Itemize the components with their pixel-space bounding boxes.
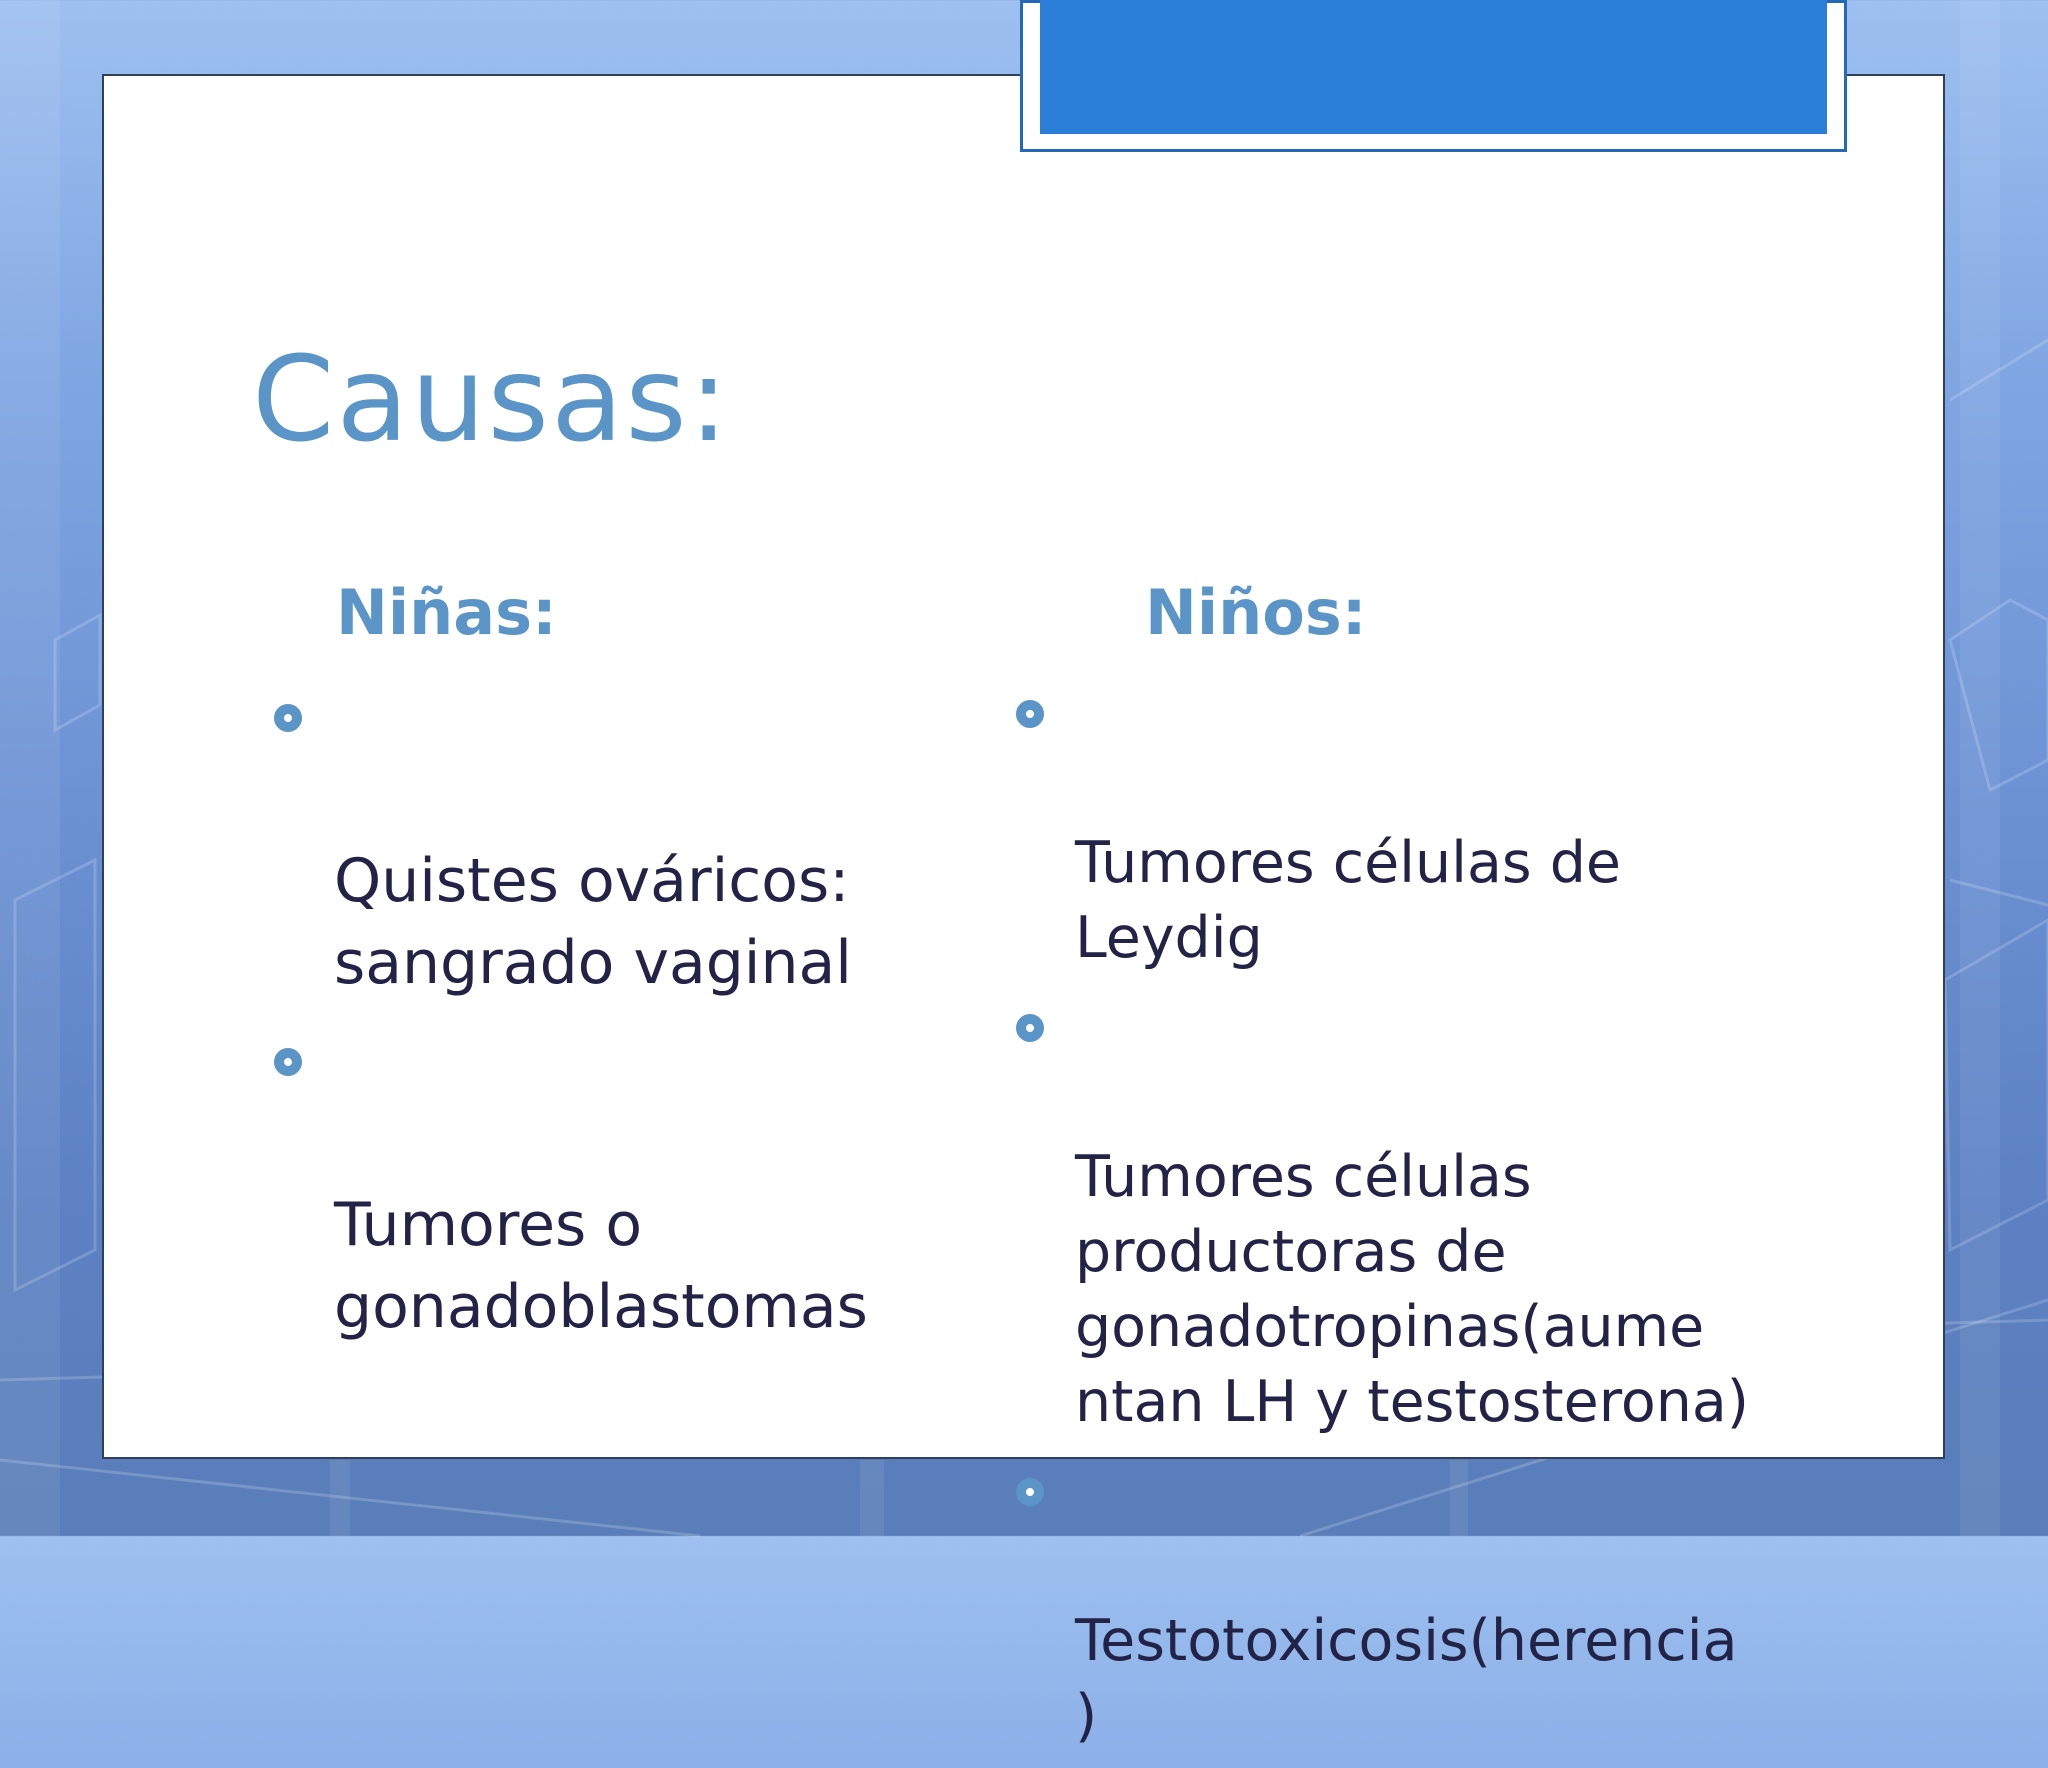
heading-ninos: Niños:: [1145, 576, 1367, 649]
list-item-text: Tumores células productoras de gonadotropinas(aume ntan LH y testosterona): [1075, 1144, 1750, 1435]
slide-title: Causas:: [252, 330, 731, 468]
heading-ninas: Niñas:: [336, 576, 557, 649]
circle-bullet-icon: [1016, 1478, 1044, 1506]
circle-bullet-icon: [1016, 1014, 1044, 1042]
list-item-text: Testotoxicosis(herencia ): [1075, 1608, 1738, 1749]
title-accent-fill: [1040, 0, 1827, 134]
circle-bullet-icon: [274, 1048, 302, 1076]
list-item: [1012, 1454, 1802, 1754]
list-item: [270, 676, 990, 1004]
circle-bullet-icon: [1016, 700, 1044, 728]
list-item-text: Tumores o gonadoblastomas: [334, 1190, 868, 1342]
right-bullet-list: [1012, 676, 1802, 1768]
circle-bullet-icon: [274, 704, 302, 732]
list-item: [1012, 990, 1802, 1440]
list-item: [270, 1020, 990, 1348]
list-item-text: Quistes ováricos: sangrado vaginal: [334, 846, 852, 998]
left-bullet-list: [270, 676, 990, 1364]
list-item-text: Tumores células de Leydig: [1075, 830, 1621, 971]
list-item: [1012, 676, 1802, 976]
